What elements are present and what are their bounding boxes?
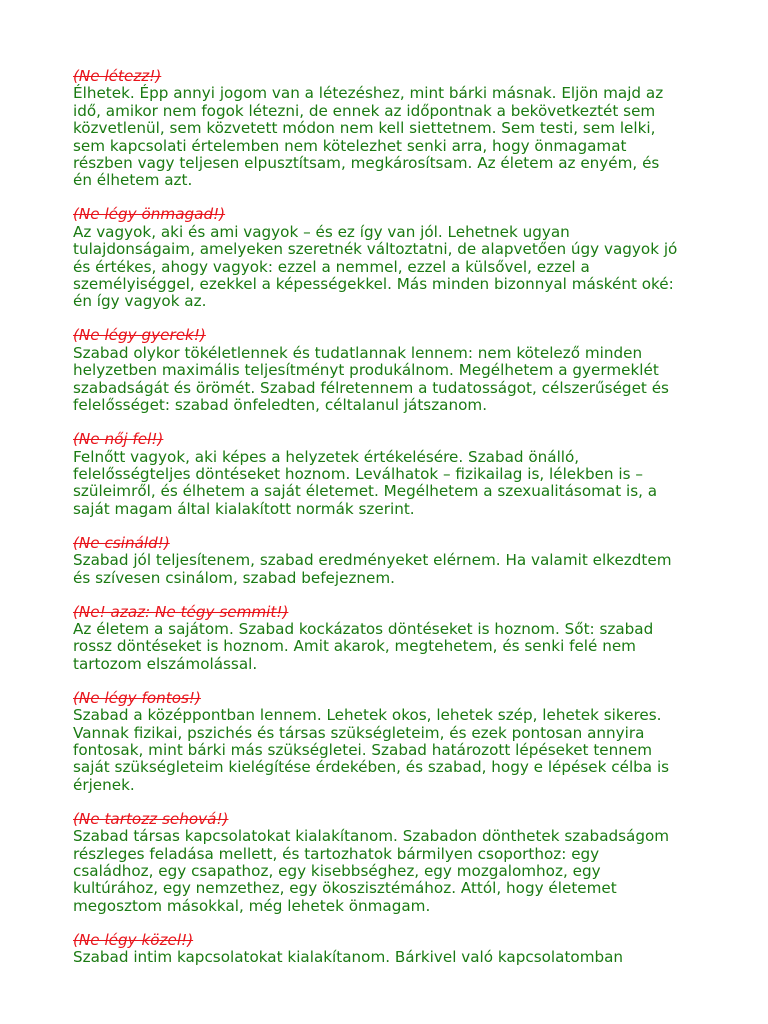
body-text-line: felelősséget: szabad önfeledten, céltalanul játszanom. bbox=[73, 396, 488, 415]
body-text-line: Az életem a sajátom. Szabad kockázatos döntéseket is hoznom. Sőt: szabad bbox=[73, 619, 654, 638]
body-text-line: közvetlenül, sem közvetett módon nem kell siettetnem. Sem testi, sem lelki, bbox=[73, 119, 656, 138]
section-heading: (Ne légy önmagad!) bbox=[73, 205, 226, 224]
body-text-line: helyzetben maximális teljesítményt produkálnom. Megélhetem a gyermeklét bbox=[73, 361, 659, 380]
body-text-line: Szabad olykor tökéletlennek és tudatlannak lennem: nem kötelező minden bbox=[73, 343, 643, 362]
body-text-line: Szabad intim kapcsolatokat kialakítanom. Bárkivel való kapcsolatomban bbox=[73, 948, 624, 967]
body-text-line: személyiséggel, ezekkel a képességekkel. Más minden bizonnyal másként oké: bbox=[73, 275, 674, 294]
body-text-line: saját magam által kialakított normák szerint. bbox=[73, 499, 415, 518]
body-text-line: Az vagyok, aki és ami vagyok – és ez így van jól. Lehetnek ugyan bbox=[73, 222, 570, 241]
section-body bbox=[73, 449, 703, 519]
document-section bbox=[73, 811, 703, 915]
body-text-line: felelősségteljes döntéseket hoznom. Leválhatok – fizikailag is, lélekben is – bbox=[73, 464, 643, 483]
document-section bbox=[73, 535, 703, 587]
document-section bbox=[73, 932, 703, 967]
body-text-line: Élhetek. Épp annyi jogom van a létezéshez, mint bárki másnak. Eljön majd az bbox=[73, 84, 664, 103]
body-text-line: én élhetem azt. bbox=[73, 171, 193, 190]
document-section bbox=[73, 206, 703, 310]
section-heading: (Ne! azaz: Ne tégy semmit!) bbox=[73, 602, 289, 621]
section-body bbox=[73, 85, 703, 189]
document-page bbox=[73, 68, 703, 983]
body-text-line: fontosak, mint bárki más szükségletei. Szabad határozott lépéseket tennem bbox=[73, 740, 653, 759]
section-heading: (Ne légy gyerek!) bbox=[73, 326, 206, 345]
body-text-line: Szabad a középpontban lennem. Lehetek okos, lehetek szép, lehetek sikeres. bbox=[73, 706, 662, 725]
body-text-line: Vannak fizikai, pszichés és társas szükségleteim, és ezek pontosan annyira bbox=[73, 723, 645, 742]
section-body bbox=[73, 345, 703, 415]
section-body bbox=[73, 224, 703, 311]
document-section bbox=[73, 604, 703, 674]
document-section bbox=[73, 327, 703, 414]
body-text-line: sem kapcsolati értelemben nem kötelezhet senki arra, hogy önmagamat bbox=[73, 136, 627, 155]
document-section bbox=[73, 68, 703, 190]
section-body bbox=[73, 552, 703, 587]
body-text-line: Szabad társas kapcsolatokat kialakítanom. Szabadon dönthetek szabadságom bbox=[73, 827, 670, 846]
body-text-line: saját szükségleteim kielégítése érdekében, és szabad, hogy e lépések célba is bbox=[73, 758, 670, 777]
body-text-line: érjenek. bbox=[73, 775, 135, 794]
body-text-line: tulajdonságaim, amelyeken szeretnék változtatni, de alapvetően úgy vagyok jó bbox=[73, 240, 678, 259]
section-body bbox=[73, 621, 703, 673]
document-section bbox=[73, 431, 703, 518]
body-text-line: részben vagy teljesen elpusztítsam, megkárosítsam. Az életem az enyém, és bbox=[73, 154, 660, 173]
body-text-line: és értékes, ahogy vagyok: ezzel a nemmel, ezzel a külsővel, ezzel a bbox=[73, 257, 590, 276]
body-text-line: tartozom elszámolással. bbox=[73, 654, 258, 673]
section-body bbox=[73, 949, 703, 966]
section-body bbox=[73, 828, 703, 915]
section-heading: (Ne légy fontos!) bbox=[73, 688, 201, 707]
body-text-line: szabadságát és örömét. Szabad félretennem a tudatosságot, célszerűséget és bbox=[73, 378, 669, 397]
body-text-line: megosztom másokkal, még lehetek önmagam. bbox=[73, 896, 431, 915]
body-text-line: családhoz, egy csapathoz, egy kisebbséghez, egy mozgalomhoz, egy bbox=[73, 862, 601, 880]
section-heading: (Ne csináld!) bbox=[73, 533, 170, 552]
body-text-line: rossz döntéseket is hoznom. Amit akarok, megtehetem, és senki felé nem bbox=[73, 637, 636, 656]
section-heading: (Ne létezz!) bbox=[73, 67, 162, 85]
body-text-line: Szabad jól teljesítenem, szabad eredményeket elérnem. Ha valamit elkezdtem bbox=[73, 551, 672, 570]
section-heading: (Ne tartozz sehová!) bbox=[73, 809, 229, 828]
body-text-line: én így vagyok az. bbox=[73, 292, 207, 311]
body-text-line: részleges feladása mellett, és tartozhatok bármilyen csoporthoz: egy bbox=[73, 844, 600, 863]
section-body bbox=[73, 707, 703, 794]
document-section bbox=[73, 690, 703, 794]
body-text-line: kultúrához, egy nemzethez, egy ökoszisztémához. Attól, hogy életemet bbox=[73, 879, 617, 898]
body-text-line: idő, amikor nem fogok létezni, de ennek az időpontnak a bekövetkeztét sem bbox=[73, 101, 656, 120]
body-text-line: szüleimről, és élhetem a saját életemet. Megélhetem a szexualitásomat is, a bbox=[73, 482, 658, 501]
body-text-line: Felnőtt vagyok, aki képes a helyzetek értékelésére. Szabad önálló, bbox=[73, 447, 580, 466]
body-text-line: és szívesen csinálom, szabad befejeznem. bbox=[73, 568, 396, 587]
section-heading: (Ne légy közel!) bbox=[73, 930, 194, 949]
section-heading: (Ne nőj fel!) bbox=[73, 430, 164, 449]
